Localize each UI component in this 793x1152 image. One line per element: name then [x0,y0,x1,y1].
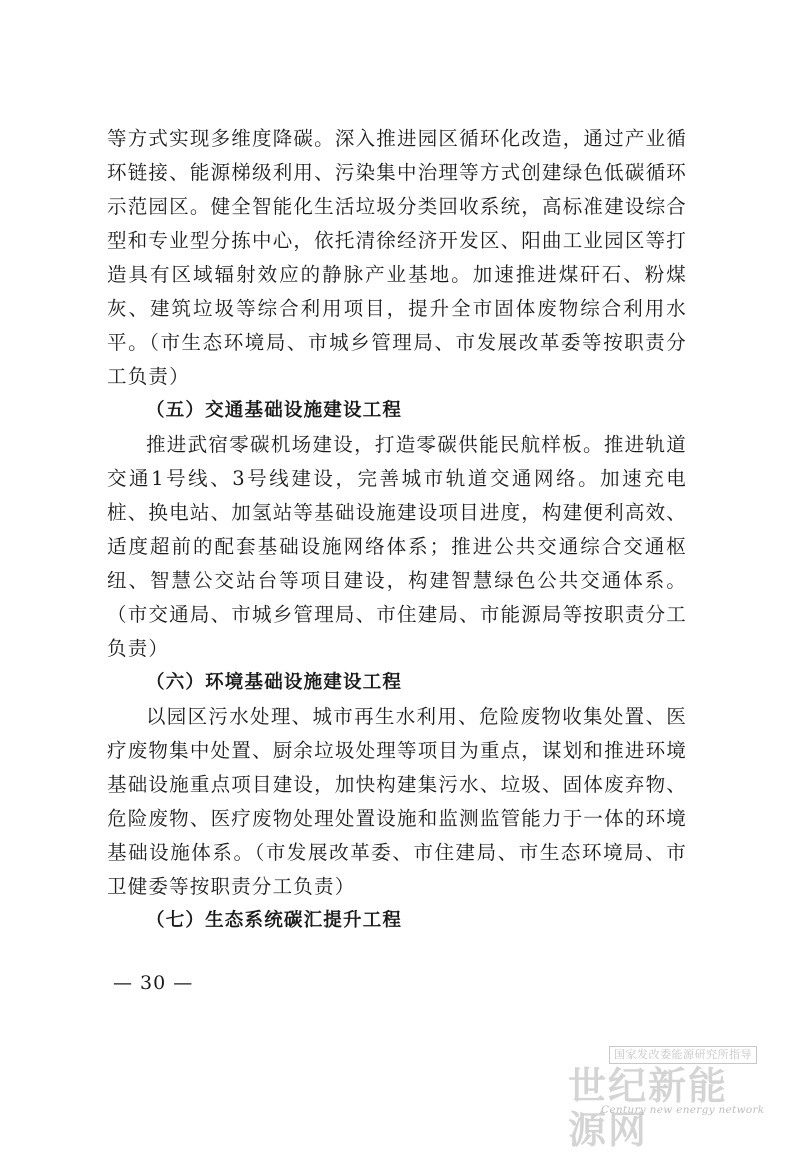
paragraph-continuation: 等方式实现多维度降碳。深入推进园区循环化改造，通过产业循环链接、能源梯级利用、污染集中治理等方式创建绿色低碳循环示范园区。健全智能化生活垃圾分类回收系统，高标准建设综合型和专业型分拣中心，依托清徐经济开发区、阳曲工业园区等打造具有区域辐射效应的静脉产业基地。加速推进煤矸石、粉煤灰、建筑垃圾等综合利用项目，提升全市固体废物综合利用水平。（市生态环境局、市城乡管理局、市发展改革委等按职责分工负责） [107,127,687,388]
watermark-tagline: 国家发改委能源研究所指导 [609,1046,757,1064]
body-text [107,122,687,938]
watermark-logo-text: 世纪新能源网 [568,1063,729,1152]
section-heading-7: （七）生态系统碳汇提升工程 [146,910,403,931]
page-number: — 30 — [113,972,194,994]
paragraph-environment: 以园区污水处理、城市再生水利用、危险废物收集处置、医疗废物集中处置、厨余垃圾处理等项目为重点，谋划和推进环境基础设施重点项目建设，加快构建集污水、垃圾、固体废弃物、危险废物、医疗废物处理处置设施和监测监管能力于一体的环境基础设施体系。（市发展改革委、市住建局、市生态环境局、市卫健委等按职责分工负责） [107,705,687,898]
section-heading-6: （六）环境基础设施建设工程 [146,672,403,693]
paragraph-transport: 推进武宿零碳机场建设，打造零碳供能民航样板。推进轨道交通1号线、3号线建设，完善城市轨道交通网络。加速充电桩、换电站、加氢站等基础设施建设项目进度，构建便利高效、适度超前的配套基础设施网络体系；推进公共交通综合交通枢纽、智慧公交站台等项目建设，构建智慧绿色公共交通体系。（市交通局、市城乡管理局、市住建局、市能源局等按职责分工负责） [107,433,687,660]
section-heading-5: （五）交通基础设施建设工程 [146,400,403,421]
watermark-subtitle: Century new energy network [601,1104,765,1116]
